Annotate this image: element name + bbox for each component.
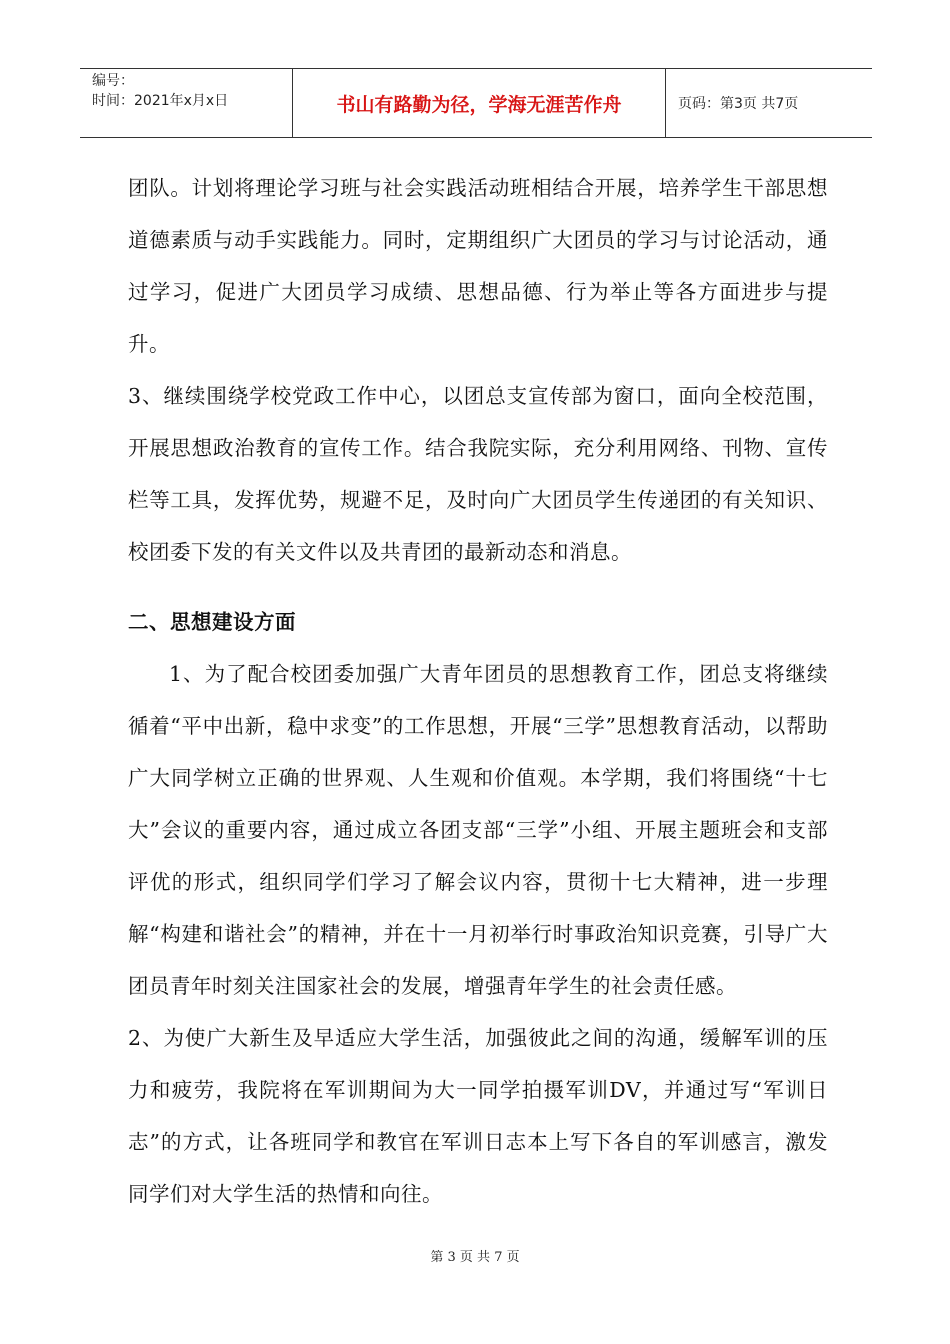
page-footer: 第 3 页 共 7 页 bbox=[430, 1250, 520, 1265]
paragraph: 团队。计划将理论学习班与社会实践活动班相结合开展，培养学生干部思想道德素质与动手实践能力。同时，定期组织广大团员的学习与讨论活动，通过学习，促进广大团员学习成绩、思想品德、行为举止等各方面进步与提升。 bbox=[128, 176, 828, 356]
paragraph: 1、为了配合校团委加强广大青年团员的思想教育工作，团总支将继续循着“平中出新，稳中求变”的工作思想，开展“三学”思想教育活动，以帮助广大同学树立正确的世界观、人生观和价值观。本学期，我们将围绕“十七大”会议的重要内容，通过成立各团支部“三学”小组、开展主题班会和支部评优的形式，组织同学们学习了解会议内容，贯彻十七大精神，进一步理解“构建和谐社会”的精神，并在十一月初举行时事政治知识竞赛，引导广大团员青年时刻关注国家社会的发展，增强青年学生的社会责任感。 bbox=[128, 662, 828, 998]
paragraph: 3、继续围绕学校党政工作中心，以团总支宣传部为窗口，面向全校范围，开展思想政治教育的宣传工作。结合我院实际，充分利用网络、刊物、宣传栏等工具，发挥优势，规避不足，及时向广大团员学生传递团的有关知识、校团委下发的有关文件以及共青团的最新动态和消息。 bbox=[128, 384, 828, 564]
document-number-label: 编号： bbox=[92, 73, 134, 89]
document-body bbox=[128, 162, 828, 1220]
section-heading: 二、思想建设方面 bbox=[128, 610, 296, 634]
header-meta bbox=[80, 69, 293, 137]
document-date: 时间：2021年x月x日 bbox=[92, 93, 229, 109]
header-page-info: 页码：第3页 共7页 bbox=[678, 96, 799, 112]
paragraph: 2、为使广大新生及早适应大学生活，加强彼此之间的沟通，缓解军训的压力和疲劳，我院将在军训期间为大一同学拍摄军训DV，并通过写“军训日志”的方式，让各班同学和教官在军训日志本上写下各自的军训感言，激发同学们对大学生活的热情和向往。 bbox=[128, 1026, 828, 1206]
header-motto: 书山有路勤为径，学海无涯苦作舟 bbox=[293, 69, 666, 137]
page-header bbox=[80, 68, 872, 138]
